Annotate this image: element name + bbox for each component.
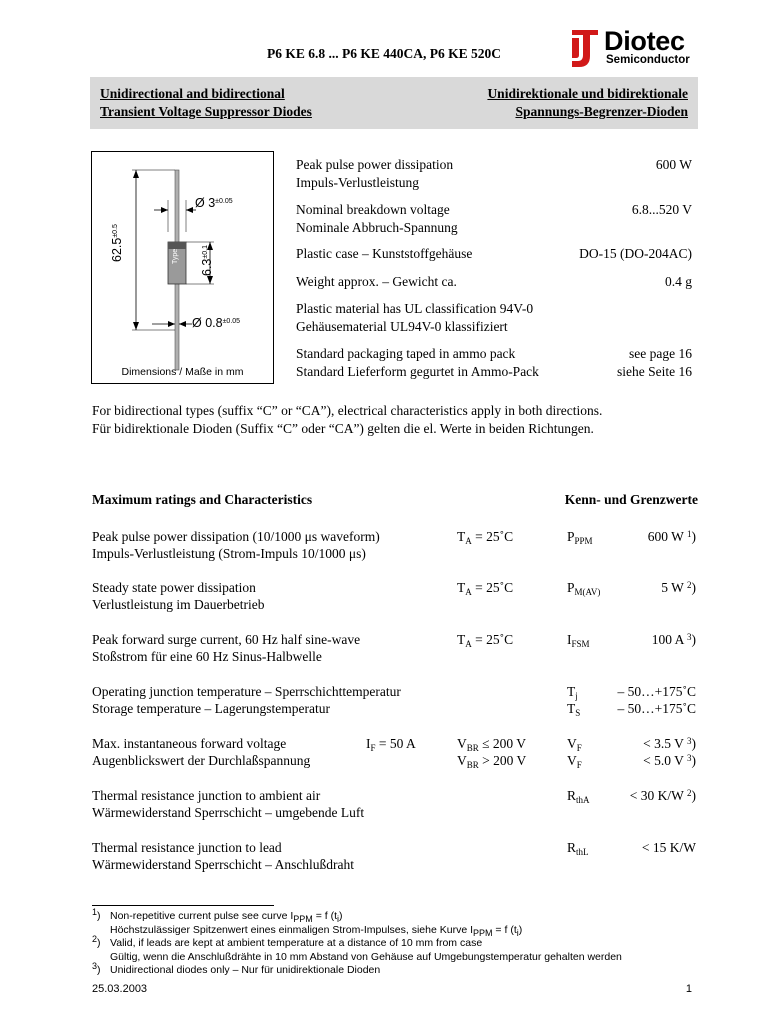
rating-symbol: $T_j$ [567,684,578,701]
spec-value: DO-15 (DO-204AC) [579,246,692,261]
ratings-title-de: Kenn- und Grenzwerte [564,492,698,507]
rating-value: 5 W $^2$) [661,580,696,595]
band-title-en-1: Unidirectional and bidirectional [100,86,285,101]
rating-desc-de: Wärmewiderstand Sperrschicht – Anschlußdraht [92,857,355,872]
rating-condition: $T_A$ = 25˚C [457,529,514,546]
spec-value: 6.8...520 V [631,202,692,217]
footnote-text-en: Non-repetitive current pulse see curve $I_{PPM} = f$ $(t_i)$ [110,910,343,924]
rating-desc-en: Max. instantaneous forward voltage [92,736,287,751]
rating-desc-de: Storage temperature – Lagerungstemperatur [92,701,331,716]
spec-label-en: Nominal breakdown voltage [296,202,450,217]
title-band [90,77,698,129]
rating-condition: $V_{BR} \le 200$ V [457,736,527,753]
spec-value-de: siehe Seite 16 [617,364,692,379]
rating-symbol: $P_{PPM}$ [567,529,593,546]
rating-symbol: $R_{thL}$ [567,840,589,857]
rating-desc-en: Steady state power dissipation [92,580,256,595]
ratings-title-en: Maximum ratings and Characteristics [92,492,313,507]
spec-label-en: Standard packaging taped in ammo pack [296,346,516,361]
footnote-number: $^1$) [92,907,101,922]
band-title-de-2: Spannungs-Begrenzer-Dioden [515,104,688,119]
body-length-label: $6.3^{\pm 0.1}$ [200,245,214,276]
footnote-text-en: Valid, if leads are kept at ambient temperature at a distance of 10 mm from case [110,937,483,949]
lead-diameter-label: Ø $0.8^{\pm 0.05}$ [192,316,241,330]
dimension-drawing [91,151,274,384]
spec-label: Plastic case – Kunststoffgehäuse [296,246,473,261]
footnote-text: Unidirectional diodes only – Nur für unidirektionale Dioden [110,964,381,976]
rating-desc-en: Peak pulse power dissipation (10/1000 μs waveform) [92,529,380,544]
rating-value: < 3.5 V $^3$) [643,736,696,751]
rating-value: < 30 K/W $^2$) [629,788,696,803]
footnote-number: $^3$) [92,961,101,976]
rating-condition: $V_{BR} > 200$ V [457,753,527,770]
spec-label: Weight approx. – Gewicht ca. [296,274,457,289]
bidirectional-note-de: Für bidirektionale Dioden (Suffix “C” oder “CA”) gelten die el. Werte in beiden Richtungen. [92,421,594,436]
rating-desc-de: Verlustleistung im Dauerbetrieb [92,597,265,612]
rating-desc-de: Augenblickswert der Durchlaßspannung [92,753,311,768]
rating-desc-en: Operating junction temperature – Sperrschichttemperatur [92,684,401,699]
spec-label-en: Peak pulse power dissipation [296,157,454,172]
rating-desc-de: Wärmewiderstand Sperrschicht – umgebende Luft [92,805,365,820]
logo-name: Diotec [604,26,685,56]
band-title-en-2: Transient Voltage Suppressor Diodes [100,104,312,119]
type-marking: Type [172,248,179,264]
rating-desc-de: Impuls-Verlustleistung (Strom-Impuls 10/1000 μs) [92,546,366,561]
band-title-de-1: Unidirektionale und bidirektionale [487,86,688,101]
rating-desc-en: Thermal resistance junction to lead [92,840,282,855]
rating-value: – 50…+175˚C [617,684,696,699]
logo-subtitle: Semiconductor [606,54,690,66]
rating-symbol: $R_{thA}$ [567,788,590,805]
rating-value: 600 W $^1$) [647,529,696,544]
rating-condition: $T_A$ = 25˚C [457,632,514,649]
rating-value: 100 A $^3$) [651,632,696,647]
footnote-1 [92,907,712,938]
drawing-caption: Dimensions / Maße in mm [121,366,244,378]
rating-desc-en: Thermal resistance junction to ambient air [92,788,321,803]
spec-label-de: Impuls-Verlustleistung [296,175,419,190]
diode-outline-drawing [92,152,273,383]
footnote-divider [92,905,274,906]
spec-value-en: see page 16 [629,346,692,361]
spec-label-de: Standard Lieferform gegurtet in Ammo-Pack [296,364,539,379]
footnote-2 [92,934,712,965]
body-diameter-label: Ø $3^{\pm 0.05}$ [195,196,233,210]
rating-value: < 5.0 V $^3$) [643,753,696,768]
rating-test-current: $I_F = 50$ A [366,736,416,753]
spec-value: 0.4 g [665,274,692,289]
diotec-logo-mark-icon [568,26,602,70]
diotec-logo [568,26,758,70]
page-number: 1 [685,983,692,995]
document-title: P6 KE 6.8 ... P6 KE 440CA, P6 KE 520C [266,46,501,61]
overall-length-label: $62.5^{\pm 0.5}$ [110,224,124,262]
footnote-text-de: Höchstzulässiger Spitzenwert eines einmaligen Strom-Impulses, siehe Kurve $I_{PPM} = f$ $(t_i)$ [110,923,523,938]
rating-symbol: $I_{FSM}$ [567,632,590,649]
spec-label-de: Nominale Abbruch-Spannung [296,220,458,235]
spec-value: 600 W [655,157,692,172]
rating-value: < 15 K/W [641,840,696,855]
spec-label-en: Plastic material has UL classification 94V-0 [296,301,534,316]
rating-desc-de: Stoßstrom für eine 60 Hz Sinus-Halbwelle [92,649,322,664]
spec-label-de: Gehäusematerial UL94V-0 klassifiziert [296,319,508,334]
footer-date: 25.03.2003 [92,983,148,995]
rating-symbol: $V_F$ [567,753,582,770]
rating-condition: $T_A$ = 25˚C [457,580,514,597]
rating-symbol: $V_F$ [567,736,582,753]
rating-value: – 50…+175˚C [617,701,696,716]
footnote-number: $^2$) [92,934,101,949]
rating-desc-en: Peak forward surge current, 60 Hz half sine-wave [92,632,361,647]
bidirectional-note-en: For bidirectional types (suffix “C” or “CA”), electrical characteristics apply in both directions. [92,403,603,418]
footnote-3 [92,961,712,978]
rating-symbol: $T_S$ [567,701,581,718]
rating-symbol: $P_{M(AV)}$ [567,580,601,597]
footnote-text-de: Gültig, wenn die Anschlußdrähte in 10 mm Abstand von Gehäuse auf Umgebungstemperatur gehalten werden [110,950,622,963]
